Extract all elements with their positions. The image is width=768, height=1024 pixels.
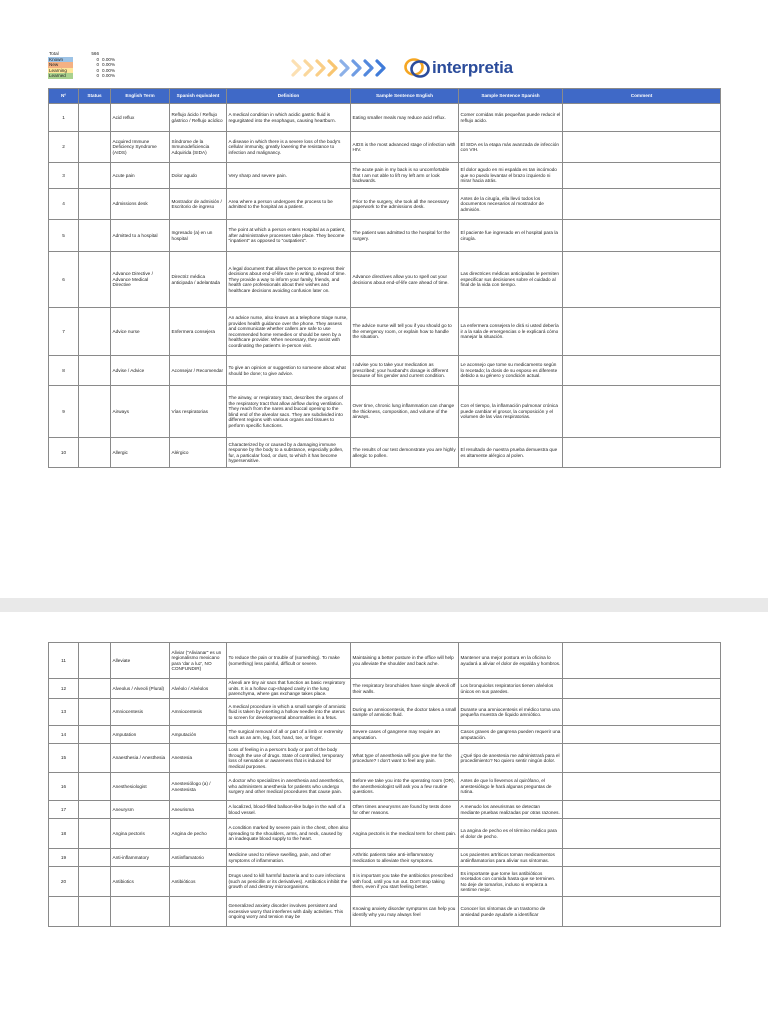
cell-english-term[interactable]: Admitted to a hospital [111,220,170,252]
glossary-table-continued [48,642,721,927]
cell-comment[interactable] [563,356,721,386]
cell-spanish-equivalent[interactable]: Amniocentesis [170,699,227,726]
cell-definition[interactable]: Area where a person undergoes the process to be admitted to the hospital as a patient. [227,189,351,220]
cell-comment[interactable] [563,189,721,220]
table-row [49,726,721,744]
cell-comment[interactable] [563,308,721,356]
cell-sample-english[interactable]: During an amniocentesis, the doctor takes a small sample of amniotic fluid. [351,699,459,726]
cell-definition[interactable]: Drugs used to kill harmful bacteria and to cure infections (such as penicillin or its derivatives). Antibiotics inhibit the growth of and destroy microorganisms. [227,867,351,897]
cell-spanish-equivalent[interactable]: Enfermera consejera [170,308,227,356]
cell-sample-spanish[interactable]: El SIDA es la etapa más avanzada de infección con VIH. [459,132,563,163]
cell-status[interactable] [79,356,111,386]
cell-sample-spanish[interactable]: El paciente fue ingresado en el hospital para la cirugía. [459,220,563,252]
cell-number[interactable]: 8 [49,356,79,386]
cell-status[interactable] [79,308,111,356]
cell-number[interactable]: 9 [49,386,79,438]
cell-definition[interactable]: A doctor who specializes in anesthesia and anesthetics, who administers anesthesia for patients who undergo surgery and other medical procedures that cause pain. [227,773,351,801]
cell-comment[interactable] [563,438,721,468]
brand-name: interpretia [432,58,513,77]
cell-status[interactable] [79,819,111,849]
stat-count: 0 [96,56,99,62]
cell-sample-spanish[interactable]: ¿Qué tipo de anestesia me administrará para el procedimiento? No quiero sentir ningún dolor. [459,744,563,773]
cell-english-term[interactable]: Advice nurse [111,308,170,356]
table-row [49,744,721,773]
cell-spanish-equivalent[interactable]: Anestesiólogo (a) / Anestesista [170,773,227,801]
cell-comment[interactable] [563,699,721,726]
cell-spanish-equivalent[interactable]: Mostrador de admisión / Escritorio de ingreso [170,189,227,220]
cell-status[interactable] [79,867,111,897]
cell-number[interactable]: 4 [49,189,79,220]
cell-status[interactable] [79,849,111,867]
table-row [49,699,721,726]
cell-sample-english[interactable]: It is important you take the antibiotics prescribed with food, until you run out. Don't stop taking them, even if you start feeling better. [351,867,459,897]
cell-english-term[interactable]: Alveolus / Alveoli (Plural) [111,679,170,699]
cell-sample-english[interactable]: AIDS is the most advanced stage of infection with HIV. [351,132,459,163]
cell-comment[interactable] [563,220,721,252]
cell-number[interactable]: 16 [49,773,79,801]
cell-english-term[interactable]: Aneurysm [111,801,170,819]
cell-definition[interactable]: Characterized by or caused by a damaging immune response by the body to a substance, especially pollen, fur, a particular food, or dust, to which it has become hypersensitive. [227,438,351,468]
cell-sample-spanish[interactable]: Le aconsejo que tome su medicamento según lo recetado; la dosis de su esposo es diferente debido a su género y condición actual. [459,356,563,386]
cell-number[interactable]: 11 [49,643,79,679]
table-row [49,308,721,356]
cell-sample-english[interactable]: Severe cases of gangrene may require an amputation. [351,726,459,744]
cell-english-term[interactable]: Antibiotics [111,867,170,897]
cell-definition[interactable]: A legal document that allows the person to express their decisions about end-of-life care in writing, ahead of time. They provide a way to inform your family, friends, and health care professionals about their wishes and healthcare decisions avoiding confusion later on. [227,252,351,308]
cell-number[interactable]: 13 [49,699,79,726]
cell-english-term[interactable]: Anesthesiologist [111,773,170,801]
cell-sample-english[interactable]: Maintaining a better posture in the office will help you alleviate the shoulder and back ache. [351,643,459,679]
stat-count: 0 [96,62,99,68]
stat-percent: 0.00% [102,56,116,62]
cell-definition[interactable]: A condition marked by severe pain in the chest, often also spreading to the shoulders, arms, and neck, caused by an inadequate blood supply to the heart. [227,819,351,849]
cell-number[interactable]: 14 [49,726,79,744]
header-english-term: English Term [111,89,170,104]
stat-count: 566 [91,51,99,56]
table-row [49,819,721,849]
cell-english-term[interactable]: Anaesthesia / Anesthesia [111,744,170,773]
cell-sample-english[interactable]: The results of our test demonstrate you are highly allergic to pollen. [351,438,459,468]
table-row [49,163,721,189]
cell-sample-english[interactable]: Often times aneurysms are found by tests done for other reasons. [351,801,459,819]
cell-definition[interactable]: Generalized anxiety disorder involves persistent and excessive worry that interferes with daily activities. This ongoing worry and tension may be [227,897,351,927]
cell-sample-spanish[interactable]: Comer comidas más pequeñas puede reducir el reflujo acido. [459,104,563,132]
cell-status[interactable] [79,220,111,252]
cell-spanish-equivalent[interactable]: Alvéolo / Alvéolos [170,679,227,699]
cell-status[interactable] [79,643,111,679]
table-row [49,643,721,679]
table-row [49,189,721,220]
stat-percent: 0.00% [102,73,116,79]
cell-number[interactable]: 7 [49,308,79,356]
cell-sample-spanish[interactable]: A menudo los aneurismas se detectan mediante pruebas realizadas por otras razones. [459,801,563,819]
cell-english-term[interactable]: Acid reflux [111,104,170,132]
table-row [49,386,721,438]
cell-sample-english[interactable]: The advice nurse will tell you if you should go to the emergency room, or explain how to handle the situation. [351,308,459,356]
table-row [49,220,721,252]
cell-sample-spanish[interactable]: Casos graves de gangrena pueden requerir una amputación. [459,726,563,744]
cell-spanish-equivalent[interactable]: Aconsejar / Recomendar [170,356,227,386]
table-row [49,849,721,867]
cell-sample-spanish[interactable]: Antes de la cirugía, ella llevó todos los documentos necesarios al mostrador de admisión. [459,189,563,220]
cell-status[interactable] [79,897,111,927]
interpretia-logo [290,57,513,79]
cell-comment[interactable] [563,726,721,744]
header-status: Status [79,89,111,104]
cell-comment[interactable] [563,897,721,927]
cell-english-term[interactable]: Angina pectoris [111,819,170,849]
stat-label: Known [48,57,73,63]
cell-number[interactable]: 19 [49,849,79,867]
cell-comment[interactable] [563,679,721,699]
cell-definition[interactable]: The surgical removal of all or part of a limb or extremity such as an arm, leg, foot, hand, toe, or finger. [227,726,351,744]
cell-sample-spanish[interactable]: El resultado de nuestra prueba demuestra que es altamente alérgico al polen. [459,438,563,468]
cell-number[interactable] [49,897,79,927]
cell-comment[interactable] [563,867,721,897]
cell-english-term[interactable]: Advance Directive / Advance Medical Directive [111,252,170,308]
cell-sample-english[interactable]: The patient was admitted to the hospital for the surgery. [351,220,459,252]
speech-bubbles-icon [404,57,430,79]
cell-number[interactable]: 2 [49,132,79,163]
cell-sample-spanish[interactable]: La enfermera consejera le dirá si usted debería ir a la sala de emergencias o le explicará cómo manejar la situación. [459,308,563,356]
cell-spanish-equivalent[interactable]: Angina de pecho [170,819,227,849]
cell-number[interactable]: 15 [49,744,79,773]
cell-english-term[interactable]: Airways [111,386,170,438]
cell-status[interactable] [79,801,111,819]
cell-status[interactable] [79,679,111,699]
cell-definition[interactable]: Alveoli are tiny air sacs that function as basic respiratory units. It is a hollow cup-shaped cavity in the lung parenchyma, where gas exchange takes place. [227,679,351,699]
cell-sample-spanish[interactable]: Es importante que tome los antibióticos recetados con comida hasta que se terminen. No deje de tomarlos, incluso si empieza a sentirse mejor. [459,867,563,897]
cell-number[interactable]: 18 [49,819,79,849]
cell-comment[interactable] [563,773,721,801]
table-row [49,356,721,386]
table-row [49,801,721,819]
cell-comment[interactable] [563,104,721,132]
stat-label: New [48,62,73,68]
stat-percent: 0.00% [102,67,116,73]
cell-definition[interactable]: A medical procedure in which a small sample of amniotic fluid is taken by inserting a hollow needle into the uterus to screen for developmental abnormalities in a fetus. [227,699,351,726]
cell-sample-spanish[interactable]: Mantener una mejor postura en la oficina lo ayudará a aliviar el dolor de espalda y hombros. [459,643,563,679]
cell-definition[interactable]: Medicine used to relieve swelling, pain, and other symptoms of inflammation. [227,849,351,867]
cell-definition[interactable]: The airway, or respiratory tract, describes the organs of the respiratory tract that allow airflow during ventilation. They reach from the nares and buccal opening to the blind end of the alveolar sacs. They are subdivided into different regions with various organs and tissues to perform specific functions. [227,386,351,438]
cell-status[interactable] [79,744,111,773]
cell-spanish-equivalent[interactable]: Anestesia [170,744,227,773]
cell-spanish-equivalent[interactable]: Antiinflamatorio [170,849,227,867]
cell-definition[interactable]: An advice nurse, also known as a telephone triage nurse, provides health guidance over the phone. They assess and communicate whether callers are safe to use recommended home remedies or should be seen by a healthcare provider. When necessary, they assist with coordinating the patient's in-person visit. [227,308,351,356]
cell-sample-spanish[interactable]: Antes de que lo llevemos al quirófano, el anestesiólogo le hará algunas preguntas de rutina. [459,773,563,801]
stat-label: Learned [48,73,73,79]
cell-comment[interactable] [563,386,721,438]
table-row [49,104,721,132]
cell-english-term[interactable]: Amniocentesis [111,699,170,726]
cell-definition[interactable]: To give an opinion or suggestion to someone about what should be done; to give advice. [227,356,351,386]
cell-definition[interactable]: A disease in which there is a severe loss of the body's cellular immunity, greatly lowering the resistance to infection and malignancy. [227,132,351,163]
cell-spanish-equivalent[interactable]: Antibióticos [170,867,227,897]
cell-sample-spanish[interactable]: Durante una amniocentesis el médico toma una pequeña muestra de líquido amniótico. [459,699,563,726]
cell-status[interactable] [79,438,111,468]
cell-sample-english[interactable]: The respiratory bronchioles have single alveoli off their walls. [351,679,459,699]
cell-sample-spanish[interactable]: Los bronquiolos respiratorios tienen alvéolos únicos en sus paredes. [459,679,563,699]
cell-sample-spanish[interactable]: Las directrices médicas anticipadas le permiten especificar sus decisiones sobre el cuidado al final de la vida con tiempo. [459,252,563,308]
cell-status[interactable] [79,163,111,189]
cell-sample-english[interactable]: Before we take you into the operating room (OR), the anesthesiologist will ask you a few routine questions. [351,773,459,801]
stat-percent: 0.00% [102,62,116,68]
cell-comment[interactable] [563,819,721,849]
cell-number[interactable]: 1 [49,104,79,132]
cell-comment[interactable] [563,252,721,308]
stat-count: 0 [96,67,99,73]
cell-sample-spanish[interactable]: Con el tiempo, la inflamación pulmonar crónica puede cambiar el grosor, la composición y el volumen de las vías respiratorias. [459,386,563,438]
cell-definition[interactable]: To reduce the pain or trouble of (something). To make (something) less painful, difficult or severe. [227,643,351,679]
cell-sample-english[interactable]: Arthritic patients take anti-inflammatory medication to alleviate their symptoms. [351,849,459,867]
cell-definition[interactable]: A medical condition in which acidic gastric fluid is regurgitated into the esophagus, causing heartburn. [227,104,351,132]
cell-spanish-equivalent[interactable]: Alérgico [170,438,227,468]
cell-spanish-equivalent[interactable] [170,897,227,927]
cell-sample-english[interactable]: Knowing anxiety disorder symptoms can help you identify why you may always feel [351,897,459,927]
cell-spanish-equivalent[interactable]: Aneurisma [170,801,227,819]
cell-status[interactable] [79,104,111,132]
glossary-table [48,88,721,468]
cell-comment[interactable] [563,801,721,819]
cell-number[interactable]: 12 [49,679,79,699]
cell-english-term[interactable]: Allergic [111,438,170,468]
cell-comment[interactable] [563,849,721,867]
table-row [49,867,721,897]
cell-english-term[interactable]: Anti-inflammatory [111,849,170,867]
cell-number[interactable]: 3 [49,163,79,189]
cell-status[interactable] [79,189,111,220]
cell-english-term[interactable]: Amputation [111,726,170,744]
cell-spanish-equivalent[interactable]: Dolor agudo [170,163,227,189]
cell-comment[interactable] [563,163,721,189]
cell-sample-spanish[interactable]: Conocer los síntomas de un trastorno de ansiedad puede ayudarle a identificar [459,897,563,927]
cell-sample-spanish[interactable]: El dolor agudo en mi espalda es tan incómodo que no puedo levantar el brazo izquierdo ni mirar hacia atrás. [459,163,563,189]
cell-status[interactable] [79,699,111,726]
cell-spanish-equivalent[interactable]: Vías respiratorias [170,386,227,438]
table-row [49,679,721,699]
header-sample-spanish: Sample Sentence Spanish [459,89,563,104]
cell-sample-english[interactable]: Over time, chronic lung inflammation can change the thickness, composition, and volume of the airways. [351,386,459,438]
cell-sample-spanish[interactable]: La angina de pecho es el término médico para el dolor de pecho. [459,819,563,849]
stat-label: Total [48,51,73,57]
cell-english-term[interactable] [111,897,170,927]
cell-sample-english[interactable]: Advance directives allow you to spell out your decisions about end-of-life care ahead of time. [351,252,459,308]
cell-sample-spanish[interactable]: Los pacientes artríticos toman medicamentos antiinflamatorios para aliviar sus síntomas. [459,849,563,867]
cell-number[interactable]: 17 [49,801,79,819]
cell-status[interactable] [79,386,111,438]
cell-definition[interactable]: A localized, blood-filled balloon-like bulge in the wall of a blood vessel. [227,801,351,819]
cell-english-term[interactable]: Alleviate [111,643,170,679]
cell-number[interactable]: 5 [49,220,79,252]
header-spanish-equivalent: Spanish equivalent [170,89,227,104]
cell-spanish-equivalent[interactable]: Reflujo ácido / Reflujo gástrico / Reflujo acídico [170,104,227,132]
cell-status[interactable] [79,773,111,801]
cell-sample-english[interactable]: Angina pectoris is the medical term for chest pain. [351,819,459,849]
stat-label: Learning [48,68,73,74]
cell-english-term[interactable]: Acute pain [111,163,170,189]
cell-english-term[interactable]: Acquired Immune Deficiency Syndrome (AIDS) [111,132,170,163]
cell-spanish-equivalent[interactable]: Aliviar ("Alivianar" es un regionalismo mexicano para 'dar a luz', NO CONFUNDIR) [170,643,227,679]
cell-sample-english[interactable]: The acute pain in my back is so uncomfortable that I am not able to lift my left arm or look backwards. [351,163,459,189]
table-row [49,897,721,927]
cell-number[interactable]: 10 [49,438,79,468]
cell-english-term[interactable]: Advise / Advice [111,356,170,386]
cell-sample-english[interactable]: Eating smaller meals may reduce acid reflux. [351,104,459,132]
cell-status[interactable] [79,252,111,308]
cell-status[interactable] [79,132,111,163]
cell-spanish-equivalent[interactable]: Síndrome de la Inmunodeficiencia Adquirida (SIDA) [170,132,227,163]
cell-definition[interactable]: Very sharp and severe pain. [227,163,351,189]
cell-comment[interactable] [563,132,721,163]
cell-english-term[interactable]: Admissions desk [111,189,170,220]
cell-sample-english[interactable]: I advise you to take your medication as prescribed; your husband's dosage is different because of his gender and current condition. [351,356,459,386]
table-row [49,252,721,308]
cell-spanish-equivalent[interactable]: Amputación [170,726,227,744]
cell-spanish-equivalent[interactable]: Directriz médica anticipada / adelantada [170,252,227,308]
chevrons-icon [290,57,386,79]
cell-sample-english[interactable]: What type of anesthesia will you give me for the procedure? I don't want to feel any pain. [351,744,459,773]
table-row [49,438,721,468]
cell-comment[interactable] [563,744,721,773]
header-sample-english: Sample Sentence English [351,89,459,104]
table-row [49,773,721,801]
header-definition: Definition [227,89,351,104]
header-comment: Comment [563,89,721,104]
cell-status[interactable] [79,726,111,744]
stat-count: 0 [96,73,99,79]
header-number: Nº [49,89,79,104]
cell-sample-english[interactable]: Prior to the surgery, she took all the necessary paperwork to the admissions desk. [351,189,459,220]
sheet-page-2 [0,612,768,1024]
table-header-row [49,89,721,104]
cell-definition[interactable]: The point at which a person enters Hospital as a patient, after administrative processes take place. They become "inpatient" as opposed to "outpatient". [227,220,351,252]
cell-number[interactable]: 6 [49,252,79,308]
table-row [49,132,721,163]
cell-spanish-equivalent[interactable]: Ingresado (a) en un hospital [170,220,227,252]
cell-definition[interactable]: Loss of feeling in a person's body or part of the body through the use of drugs. State of controlled, temporary loss of sensation or awareness that is induced for medical purposes. [227,744,351,773]
cell-comment[interactable] [563,643,721,679]
stats-summary [48,51,122,79]
cell-number[interactable]: 20 [49,867,79,897]
